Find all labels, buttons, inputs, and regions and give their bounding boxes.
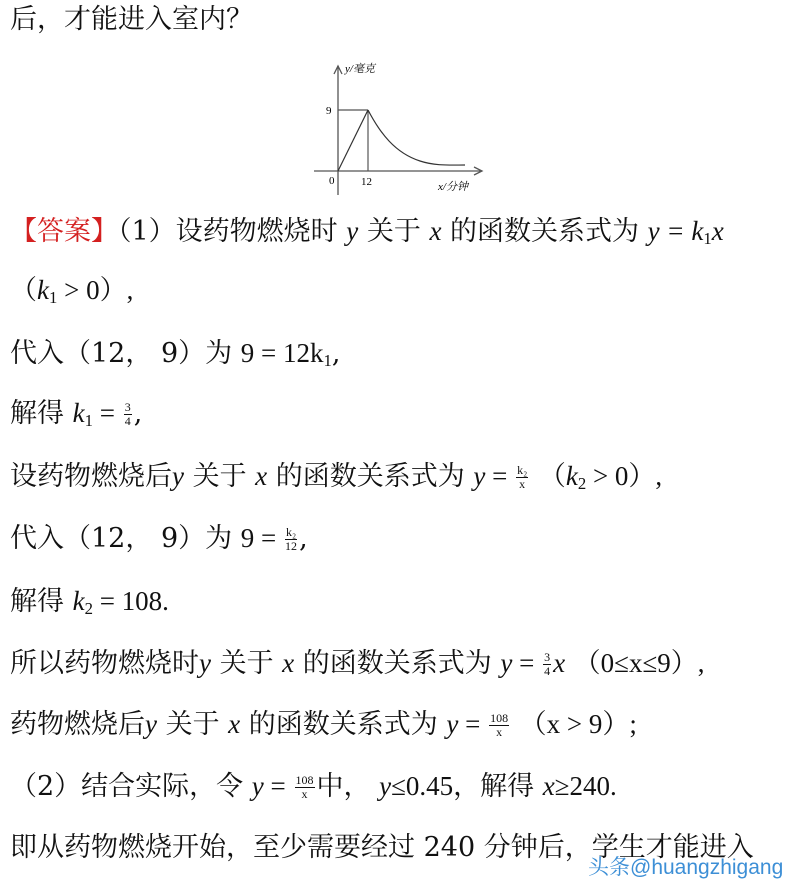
fraction-108-x: $\frac{108}{x}$	[295, 773, 314, 801]
answer-line-7: 解得 $k_2 = 108$.	[10, 586, 169, 619]
question-tail: 后，才能进入室内？	[10, 4, 253, 35]
answer-line-5: 设药物燃烧后y 关于 x 的函数关系式为 y = $\frac{\text{k₂}}{x}$ $(k_2 > 0)$,	[10, 461, 663, 494]
watermark: 头条@huangzhigang	[588, 856, 784, 879]
fraction-3-4: $\frac{3}{4}$	[544, 650, 551, 678]
fraction-3-4: $\frac{3}{4}$	[124, 400, 131, 428]
decay-graph	[310, 58, 490, 198]
answer-line-9: 药物燃烧后y 关于 x 的函数关系式为 y = $\frac{108}{x}$ （x > 9）;	[10, 709, 637, 740]
y-axis-label: y/毫克	[345, 63, 375, 75]
answer-line-1: 【答案】（1）设药物燃烧时 y 关于 x 的函数关系式为 $y = k_1x$	[10, 216, 724, 249]
graph-svg	[310, 58, 490, 198]
decay-curve	[368, 110, 465, 165]
answer-line-4: 解得 $k_1$ = $\frac{3}{4}$ ,	[10, 398, 143, 431]
answer-line-8: 所以药物燃烧时y 关于 x 的函数关系式为 y = $\frac{3}{4}$ x （0≤x≤9）,	[10, 648, 705, 679]
answer-line-2: $(k_1 > 0)$,	[10, 275, 134, 308]
answer-line-3: 代入（12， 9）为 $9 = 12k_1$,	[10, 338, 341, 371]
answer-tag: 【答案】	[10, 216, 118, 247]
fraction-k2-x: $\frac{\text{k₂}}{x}$	[517, 463, 528, 491]
linear-segment	[338, 110, 368, 171]
origin-label: 0	[329, 175, 335, 187]
fraction-108-x: $\frac{108}{x}$	[490, 711, 509, 739]
answer-line-11: 即从药物燃烧开始，至少需要经过 240 分钟后，学生才能进入	[10, 832, 754, 863]
y-tick-label: 9	[326, 105, 332, 117]
answer-line-10: （2）结合实际，令 y = $\frac{108}{x}$ 中， y≤0.45，解得 x≥240.	[10, 771, 617, 802]
x-tick-label: 12	[361, 176, 372, 188]
x-axis-label: x/分钟	[438, 181, 468, 193]
answer-line-6: 代入（12， 9）为 9 = $\frac{\text{k₂}}{12}$ ,	[10, 523, 308, 554]
fraction-k2-12: $\frac{\text{k₂}}{12}$	[285, 525, 298, 553]
